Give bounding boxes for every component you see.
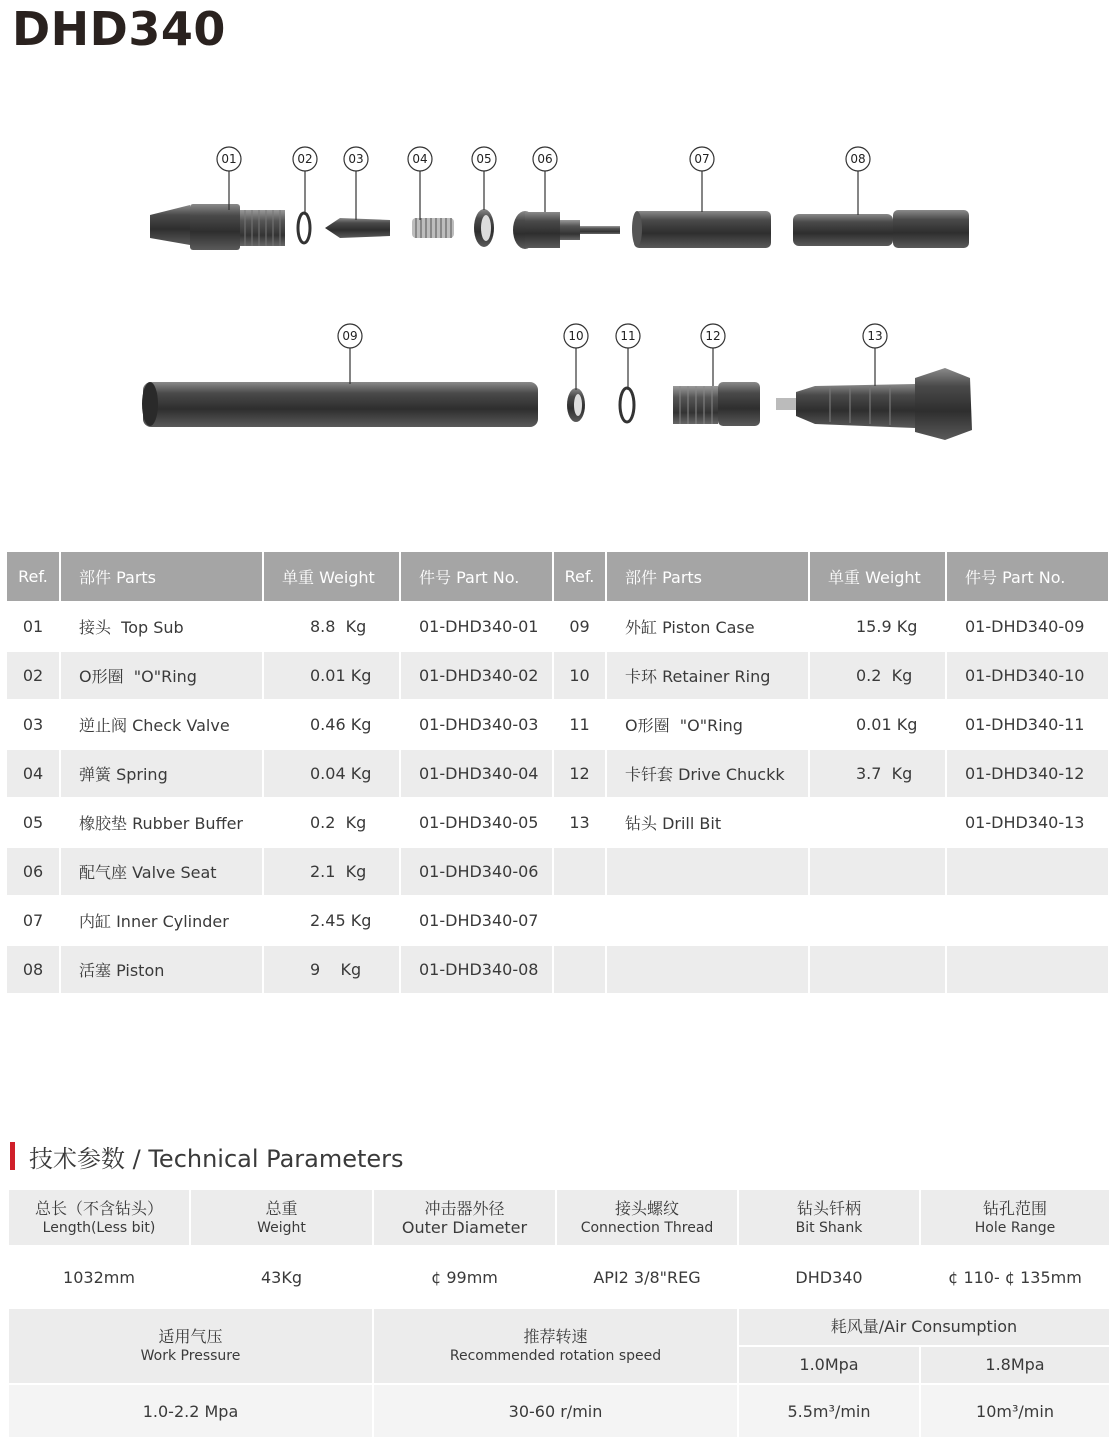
part-name-cell: O形圈 "O"Ring [60,651,263,700]
tech-value-bit-shank: DHD340 [738,1246,920,1308]
tech-value-work-pressure: 1.0-2.2 Mpa [8,1384,373,1438]
ref-cell: 07 [7,896,60,945]
part-no-cell: 01-DHD340-03 [400,700,553,749]
ref-cell [553,945,606,993]
part-10-retainer-ring [567,388,585,422]
tech-row2-headers [8,1308,1110,1346]
part-11-o-ring [620,388,634,422]
parts-table-row [7,945,1109,993]
col-header-ref: Ref. [7,552,60,602]
weight-cell: 0.01 Kg [809,700,946,749]
part-02-o-ring [298,213,310,243]
part-no-cell: 01-DHD340-01 [400,602,553,651]
ref-cell: 05 [7,798,60,847]
part-no-cell: 01-DHD340-07 [400,896,553,945]
part-name-cell: 内缸 Inner Cylinder [60,896,263,945]
tech-header-connection-thread: 接头螺纹 Connection Thread [556,1189,738,1246]
part-name-cell [606,847,809,896]
tech-header-bit-shank: 钻头钎柄 Bit Shank [738,1189,920,1246]
part-no-cell: 01-DHD340-10 [946,651,1109,700]
ref-cell: 02 [7,651,60,700]
tech-header-work-pressure: 适用气压 Work Pressure [8,1308,373,1384]
tech-header-length: 总长（不含钻头） Length(Less bit) [8,1189,190,1246]
parts-table-row [7,896,1109,945]
part-name-cell [606,896,809,945]
tech-header-hole-range: 钻孔范围 Hole Range [920,1189,1110,1246]
parts-table-row [7,700,1109,749]
weight-cell [809,847,946,896]
ref-cell: 13 [553,798,606,847]
weight-cell: 2.45 Kg [263,896,400,945]
part-name-cell: O形圈 "O"Ring [606,700,809,749]
tech-value-weight: 43Kg [190,1246,373,1308]
part-name-cell: 活塞 Piston [60,945,263,993]
ref-cell: 11 [553,700,606,749]
tech-value-connection-thread: API2 3/8"REG [556,1246,738,1308]
part-name-cell [606,945,809,993]
parts-table-row [7,847,1109,896]
callout-label: 05 [476,152,492,166]
tech-header-rotation-speed: 推荐转速 Recommended rotation speed [373,1308,738,1384]
part-name-cell: 卡钎套 Drive Chuckk [606,749,809,798]
weight-cell: 9 Kg [263,945,400,993]
part-no-cell: 01-DHD340-11 [946,700,1109,749]
part-name-cell: 接头 Top Sub [60,602,263,651]
tech-value-air-18mpa: 10m³/min [920,1384,1110,1438]
parts-table-row [7,602,1109,651]
weight-cell: 0.2 Kg [809,651,946,700]
weight-cell: 0.01 Kg [263,651,400,700]
parts-table-row [7,798,1109,847]
col-header-parts: 部件 Parts [60,552,263,602]
col-header-parts: 部件 Parts [606,552,809,602]
weight-cell: 15.9 Kg [809,602,946,651]
callout-label: 03 [348,152,364,166]
part-03-check-valve [325,218,390,238]
callout-label: 10 [568,329,584,343]
part-09-piston-case [142,382,538,427]
weight-cell [809,945,946,993]
part-07-inner-cylinder [632,211,771,248]
tech-header-air-1mpa: 1.0Mpa [738,1346,920,1384]
part-05-rubber-buffer [474,209,494,247]
callout-label: 11 [620,329,636,343]
part-name-cell: 卡环 Retainer Ring [606,651,809,700]
part-name-cell: 钻头 Drill Bit [606,798,809,847]
part-name-cell: 逆止阀 Check Valve [60,700,263,749]
callout-label: 13 [867,329,883,343]
ref-cell: 06 [7,847,60,896]
exploded-parts-diagram [0,130,1120,450]
part-08-piston [793,210,969,248]
weight-cell: 2.1 Kg [263,847,400,896]
col-header-weight: 单重 Weight [809,552,946,602]
tech-header-air-18mpa: 1.8Mpa [920,1346,1110,1384]
ref-cell: 09 [553,602,606,651]
tech-section-header [10,1140,404,1172]
ref-cell [553,896,606,945]
callouts-top [217,147,870,171]
callout-label: 01 [221,152,237,166]
tech-value-air-1mpa: 5.5m³/min [738,1384,920,1438]
tech-value-length: 1032mm [8,1246,190,1308]
tech-row1-headers [8,1189,1110,1246]
section-accent-bar [10,1142,15,1170]
part-name-cell: 橡胶垫 Rubber Buffer [60,798,263,847]
callout-label: 02 [297,152,313,166]
part-name-cell: 弹簧 Spring [60,749,263,798]
callout-label: 08 [850,152,866,166]
parts-table-row [7,651,1109,700]
part-no-cell: 01-DHD340-13 [946,798,1109,847]
tech-value-outer-diameter: ¢ 99mm [373,1246,556,1308]
page-title: DHD340 [12,2,226,56]
ref-cell: 12 [553,749,606,798]
tech-row1-values [8,1246,1110,1308]
tech-header-air-consumption: 耗风量/Air Consumption [738,1308,1110,1346]
part-no-cell [946,847,1109,896]
ref-cell: 04 [7,749,60,798]
ref-cell: 10 [553,651,606,700]
callout-label: 09 [342,329,358,343]
callouts-bottom [338,324,887,348]
tech-header-outer-diameter: 冲击器外径 Outer Diameter [373,1189,556,1246]
parts-table [7,552,1110,993]
part-12-drive-chuck [673,382,760,426]
parts-table-row [7,749,1109,798]
parts-table-header [7,552,1109,602]
tech-section-title: 技术参数 / Technical Parameters [29,1144,404,1173]
col-header-ref: Ref. [553,552,606,602]
part-no-cell: 01-DHD340-08 [400,945,553,993]
tech-params-table [7,1188,1111,1439]
part-no-cell: 01-DHD340-09 [946,602,1109,651]
weight-cell: 0.2 Kg [263,798,400,847]
part-name-cell: 外缸 Piston Case [606,602,809,651]
part-no-cell [946,945,1109,993]
weight-cell [809,896,946,945]
tech-row2-values [8,1384,1110,1438]
part-13-drill-bit [776,368,972,440]
weight-cell: 3.7 Kg [809,749,946,798]
ref-cell [553,847,606,896]
ref-cell: 08 [7,945,60,993]
weight-cell [809,798,946,847]
part-no-cell: 01-DHD340-02 [400,651,553,700]
part-no-cell: 01-DHD340-06 [400,847,553,896]
weight-cell: 8.8 Kg [263,602,400,651]
callout-label: 06 [537,152,553,166]
part-no-cell: 01-DHD340-05 [400,798,553,847]
callout-label: 07 [694,152,710,166]
part-04-spring [412,218,454,238]
part-no-cell [946,896,1109,945]
callout-label: 04 [412,152,428,166]
part-name-cell: 配气座 Valve Seat [60,847,263,896]
part-06-valve-seat [513,211,620,249]
ref-cell: 03 [7,700,60,749]
col-header-part-no: 件号 Part No. [946,552,1109,602]
tech-header-weight: 总重 Weight [190,1189,373,1246]
weight-cell: 0.04 Kg [263,749,400,798]
ref-cell: 01 [7,602,60,651]
weight-cell: 0.46 Kg [263,700,400,749]
col-header-part-no: 件号 Part No. [400,552,553,602]
tech-value-hole-range: ¢ 110- ¢ 135mm [920,1246,1110,1308]
callout-label: 12 [705,329,721,343]
col-header-weight: 单重 Weight [263,552,400,602]
part-no-cell: 01-DHD340-04 [400,749,553,798]
tech-value-rotation-speed: 30-60 r/min [373,1384,738,1438]
part-01-top-sub [150,204,285,250]
parts-table-body [7,602,1109,993]
part-no-cell: 01-DHD340-12 [946,749,1109,798]
